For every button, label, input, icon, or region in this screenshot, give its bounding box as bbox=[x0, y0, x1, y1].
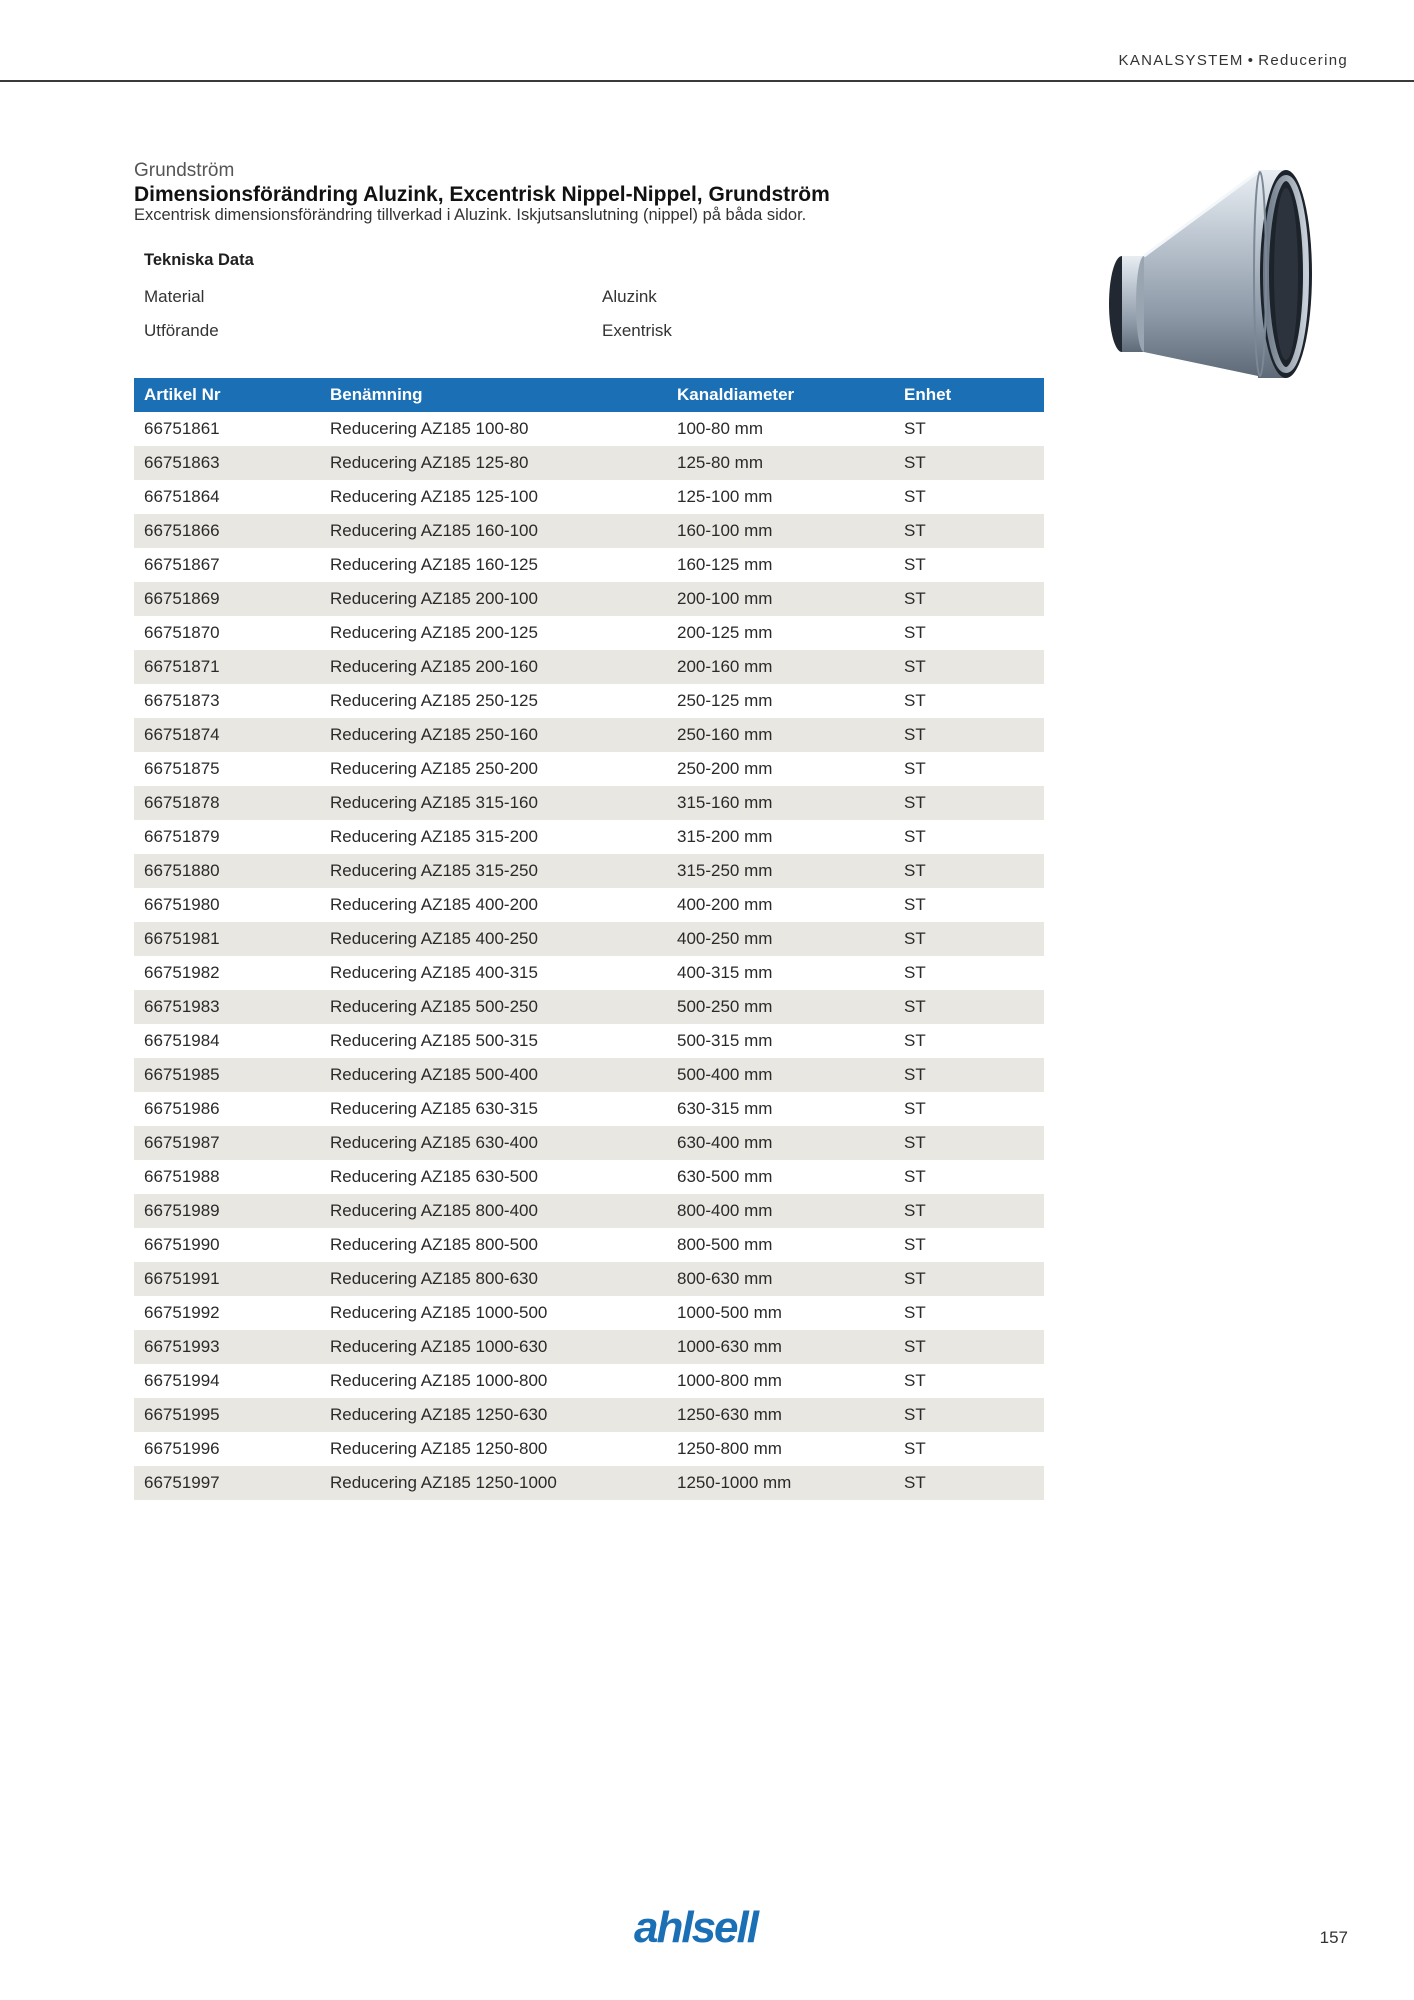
cell-kanaldiameter: 200-125 mm bbox=[677, 623, 773, 642]
cell-kanaldiameter: 400-250 mm bbox=[667, 922, 894, 956]
column-header-kanaldiameter: Kanaldiameter bbox=[667, 378, 894, 412]
table-row bbox=[134, 1466, 1044, 1500]
cell-artikel-nr: 66751997 bbox=[134, 1466, 320, 1500]
technical-data-row bbox=[134, 280, 1044, 314]
cell-benamning: Reducering AZ185 500-250 bbox=[320, 990, 667, 1024]
table-row bbox=[134, 922, 1044, 956]
cell-enhet: ST bbox=[904, 623, 926, 642]
table-row bbox=[134, 548, 1044, 582]
technical-data-heading: Tekniska Data bbox=[144, 251, 254, 269]
table-row bbox=[134, 820, 1044, 854]
cell-benamning: Reducering AZ185 250-200 bbox=[330, 759, 538, 778]
table-row bbox=[134, 752, 1044, 786]
cell-benamning: Reducering AZ185 630-400 bbox=[320, 1126, 667, 1160]
cell-benamning: Reducering AZ185 800-500 bbox=[330, 1235, 538, 1254]
cell-kanaldiameter: 800-500 mm bbox=[677, 1235, 773, 1254]
table-row bbox=[134, 1092, 1044, 1126]
technical-data-key: Material bbox=[144, 287, 205, 306]
cell-kanaldiameter: 800-400 mm bbox=[667, 1194, 894, 1228]
table-row bbox=[134, 1024, 1044, 1058]
cell-kanaldiameter: 400-315 mm bbox=[677, 963, 773, 982]
cell-artikel-nr: 66751863 bbox=[134, 446, 320, 480]
product-table bbox=[134, 378, 1044, 1500]
cell-artikel-nr: 66751861 bbox=[144, 419, 220, 438]
cell-benamning: Reducering AZ185 200-125 bbox=[330, 623, 538, 642]
cell-benamning: Reducering AZ185 630-500 bbox=[330, 1167, 538, 1186]
cell-benamning: Reducering AZ185 315-200 bbox=[330, 827, 538, 846]
product-title: Dimensionsförändring Aluzink, Excentrisk Nippel-Nippel, Grundström bbox=[134, 183, 830, 206]
table-row bbox=[134, 956, 1044, 990]
cell-artikel-nr: 66751988 bbox=[144, 1167, 220, 1186]
cell-benamning: Reducering AZ185 400-200 bbox=[330, 895, 538, 914]
table-row bbox=[134, 786, 1044, 820]
cell-artikel-nr: 66751869 bbox=[134, 582, 320, 616]
cell-artikel-nr: 66751990 bbox=[144, 1235, 220, 1254]
cell-enhet: ST bbox=[904, 1099, 926, 1118]
cell-kanaldiameter: 315-250 mm bbox=[667, 854, 894, 888]
breadcrumb bbox=[1119, 52, 1348, 69]
table-row bbox=[134, 1364, 1044, 1398]
cell-kanaldiameter: 250-200 mm bbox=[677, 759, 773, 778]
cell-enhet: ST bbox=[894, 650, 1044, 684]
header-divider bbox=[0, 80, 1414, 82]
cell-artikel-nr: 66751878 bbox=[134, 786, 320, 820]
cell-benamning: Reducering AZ185 100-80 bbox=[330, 419, 529, 438]
cell-benamning: Reducering AZ185 250-160 bbox=[320, 718, 667, 752]
cell-kanaldiameter: 160-125 mm bbox=[677, 555, 773, 574]
table-row bbox=[134, 616, 1044, 650]
cell-benamning: Reducering AZ185 200-160 bbox=[320, 650, 667, 684]
table-row bbox=[134, 650, 1044, 684]
breadcrumb-separator: • bbox=[1247, 52, 1255, 69]
cell-enhet: ST bbox=[904, 1167, 926, 1186]
cell-enhet: ST bbox=[904, 487, 926, 506]
column-header-artikel-nr: Artikel Nr bbox=[134, 378, 320, 412]
breadcrumb-section: KANALSYSTEM bbox=[1118, 52, 1244, 69]
table-row bbox=[134, 1432, 1044, 1466]
cell-kanaldiameter: 200-100 mm bbox=[667, 582, 894, 616]
cell-enhet: ST bbox=[894, 922, 1044, 956]
cell-artikel-nr: 66751989 bbox=[134, 1194, 320, 1228]
cell-benamning: Reducering AZ185 200-100 bbox=[320, 582, 667, 616]
table-row bbox=[134, 480, 1044, 514]
cell-artikel-nr: 66751985 bbox=[134, 1058, 320, 1092]
cell-benamning: Reducering AZ185 400-315 bbox=[330, 963, 538, 982]
cell-artikel-nr: 66751870 bbox=[144, 623, 220, 642]
cell-enhet: ST bbox=[894, 854, 1044, 888]
cell-artikel-nr: 66751875 bbox=[144, 759, 220, 778]
cell-artikel-nr: 66751879 bbox=[144, 827, 220, 846]
cell-kanaldiameter: 250-125 mm bbox=[677, 691, 773, 710]
cell-artikel-nr: 66751995 bbox=[134, 1398, 320, 1432]
cell-kanaldiameter: 800-630 mm bbox=[667, 1262, 894, 1296]
table-row bbox=[134, 1126, 1044, 1160]
table-row bbox=[134, 1296, 1044, 1330]
cell-kanaldiameter: 1250-630 mm bbox=[667, 1398, 894, 1432]
cell-enhet: ST bbox=[904, 555, 926, 574]
cell-kanaldiameter: 1000-630 mm bbox=[667, 1330, 894, 1364]
cell-enhet: ST bbox=[894, 1398, 1044, 1432]
cell-artikel-nr: 66751871 bbox=[134, 650, 320, 684]
cell-enhet: ST bbox=[894, 1194, 1044, 1228]
cell-benamning: Reducering AZ185 250-125 bbox=[330, 691, 538, 710]
cell-enhet: ST bbox=[904, 1031, 926, 1050]
technical-data-row bbox=[134, 314, 1044, 348]
cell-artikel-nr: 66751992 bbox=[144, 1303, 220, 1322]
cell-enhet: ST bbox=[904, 419, 926, 438]
cell-enhet: ST bbox=[894, 1330, 1044, 1364]
cell-benamning: Reducering AZ185 500-315 bbox=[330, 1031, 538, 1050]
cell-artikel-nr: 66751866 bbox=[134, 514, 320, 548]
cell-benamning: Reducering AZ185 1250-1000 bbox=[320, 1466, 667, 1500]
cell-enhet: ST bbox=[894, 1058, 1044, 1092]
cell-benamning: Reducering AZ185 400-250 bbox=[320, 922, 667, 956]
cell-artikel-nr: 66751984 bbox=[144, 1031, 220, 1050]
cell-benamning: Reducering AZ185 315-250 bbox=[320, 854, 667, 888]
cell-enhet: ST bbox=[904, 895, 926, 914]
column-header-enhet: Enhet bbox=[894, 378, 1044, 412]
technical-data-rows bbox=[134, 280, 1044, 348]
cell-artikel-nr: 66751873 bbox=[144, 691, 220, 710]
cell-kanaldiameter: 315-160 mm bbox=[667, 786, 894, 820]
cell-benamning: Reducering AZ185 160-125 bbox=[330, 555, 538, 574]
table-row bbox=[134, 1058, 1044, 1092]
table-header-row bbox=[134, 378, 1044, 412]
cell-artikel-nr: 66751996 bbox=[144, 1439, 220, 1458]
table-row bbox=[134, 1160, 1044, 1194]
cell-kanaldiameter: 400-200 mm bbox=[677, 895, 773, 914]
cell-kanaldiameter: 200-160 mm bbox=[667, 650, 894, 684]
table-row bbox=[134, 1330, 1044, 1364]
cell-benamning: Reducering AZ185 1000-630 bbox=[320, 1330, 667, 1364]
reducer-duct-icon bbox=[1100, 156, 1320, 396]
cell-artikel-nr: 66751982 bbox=[144, 963, 220, 982]
cell-artikel-nr: 66751867 bbox=[144, 555, 220, 574]
cell-enhet: ST bbox=[904, 1439, 926, 1458]
cell-enhet: ST bbox=[894, 446, 1044, 480]
cell-kanaldiameter: 100-80 mm bbox=[677, 419, 763, 438]
cell-artikel-nr: 66751880 bbox=[134, 854, 320, 888]
table-row bbox=[134, 582, 1044, 616]
cell-enhet: ST bbox=[904, 1235, 926, 1254]
cell-kanaldiameter: 125-100 mm bbox=[677, 487, 773, 506]
cell-benamning: Reducering AZ185 500-400 bbox=[320, 1058, 667, 1092]
cell-kanaldiameter: 1000-800 mm bbox=[677, 1371, 782, 1390]
cell-enhet: ST bbox=[894, 514, 1044, 548]
cell-kanaldiameter: 630-400 mm bbox=[667, 1126, 894, 1160]
table-row bbox=[134, 990, 1044, 1024]
cell-artikel-nr: 66751874 bbox=[134, 718, 320, 752]
table-row bbox=[134, 514, 1044, 548]
cell-kanaldiameter: 315-200 mm bbox=[677, 827, 773, 846]
table-row bbox=[134, 684, 1044, 718]
cell-benamning: Reducering AZ185 1250-800 bbox=[330, 1439, 548, 1458]
cell-benamning: Reducering AZ185 1000-800 bbox=[330, 1371, 548, 1390]
cell-kanaldiameter: 1000-500 mm bbox=[677, 1303, 782, 1322]
breadcrumb-subsection: Reducering bbox=[1258, 52, 1348, 69]
cell-enhet: ST bbox=[894, 582, 1044, 616]
table-row bbox=[134, 888, 1044, 922]
cell-enhet: ST bbox=[894, 1262, 1044, 1296]
cell-enhet: ST bbox=[904, 827, 926, 846]
cell-kanaldiameter: 500-400 mm bbox=[667, 1058, 894, 1092]
cell-benamning: Reducering AZ185 1000-500 bbox=[330, 1303, 548, 1322]
cell-enhet: ST bbox=[904, 759, 926, 778]
cell-artikel-nr: 66751983 bbox=[134, 990, 320, 1024]
ahlsell-logo: ahlsell bbox=[634, 1903, 757, 1952]
cell-benamning: Reducering AZ185 1250-630 bbox=[320, 1398, 667, 1432]
cell-kanaldiameter: 630-500 mm bbox=[677, 1167, 773, 1186]
cell-artikel-nr: 66751980 bbox=[144, 895, 220, 914]
cell-artikel-nr: 66751864 bbox=[144, 487, 220, 506]
product-table-body bbox=[134, 412, 1044, 1500]
cell-kanaldiameter: 1250-1000 mm bbox=[667, 1466, 894, 1500]
cell-artikel-nr: 66751987 bbox=[134, 1126, 320, 1160]
cell-kanaldiameter: 630-315 mm bbox=[677, 1099, 773, 1118]
cell-enhet: ST bbox=[894, 1126, 1044, 1160]
cell-artikel-nr: 66751981 bbox=[134, 922, 320, 956]
cell-enhet: ST bbox=[904, 1303, 926, 1322]
page-number: 157 bbox=[1319, 1928, 1348, 1947]
cell-kanaldiameter: 160-100 mm bbox=[667, 514, 894, 548]
cell-artikel-nr: 66751986 bbox=[144, 1099, 220, 1118]
technical-data-value: Exentrisk bbox=[602, 321, 672, 340]
table-row bbox=[134, 854, 1044, 888]
cell-benamning: Reducering AZ185 800-630 bbox=[320, 1262, 667, 1296]
cell-benamning: Reducering AZ185 315-160 bbox=[320, 786, 667, 820]
cell-enhet: ST bbox=[904, 691, 926, 710]
technical-data-value: Aluzink bbox=[602, 287, 657, 306]
cell-benamning: Reducering AZ185 125-80 bbox=[320, 446, 667, 480]
cell-artikel-nr: 66751993 bbox=[134, 1330, 320, 1364]
cell-enhet: ST bbox=[904, 1371, 926, 1390]
cell-benamning: Reducering AZ185 160-100 bbox=[320, 514, 667, 548]
cell-enhet: ST bbox=[904, 963, 926, 982]
table-row bbox=[134, 1398, 1044, 1432]
column-header-benamning: Benämning bbox=[320, 378, 667, 412]
cell-artikel-nr: 66751991 bbox=[134, 1262, 320, 1296]
cell-enhet: ST bbox=[894, 1466, 1044, 1500]
cell-kanaldiameter: 1250-800 mm bbox=[677, 1439, 782, 1458]
product-brand: Grundström bbox=[134, 160, 235, 181]
product-description: Excentrisk dimensionsförändring tillverkad i Aluzink. Iskjutsanslutning (nippel) på båda sidor. bbox=[134, 206, 807, 224]
table-row bbox=[134, 1262, 1044, 1296]
technical-data-key: Utförande bbox=[144, 321, 219, 340]
table-row bbox=[134, 1194, 1044, 1228]
technical-data bbox=[134, 246, 1044, 348]
cell-benamning: Reducering AZ185 630-315 bbox=[330, 1099, 538, 1118]
cell-benamning: Reducering AZ185 800-400 bbox=[320, 1194, 667, 1228]
cell-enhet: ST bbox=[894, 786, 1044, 820]
cell-benamning: Reducering AZ185 125-100 bbox=[330, 487, 538, 506]
cell-kanaldiameter: 500-315 mm bbox=[677, 1031, 773, 1050]
cell-kanaldiameter: 250-160 mm bbox=[667, 718, 894, 752]
cell-artikel-nr: 66751994 bbox=[144, 1371, 220, 1390]
table-row bbox=[134, 1228, 1044, 1262]
table-row bbox=[134, 718, 1044, 752]
cell-enhet: ST bbox=[894, 990, 1044, 1024]
table-row bbox=[134, 412, 1044, 446]
cell-enhet: ST bbox=[894, 718, 1044, 752]
cell-kanaldiameter: 500-250 mm bbox=[667, 990, 894, 1024]
table-row bbox=[134, 446, 1044, 480]
cell-kanaldiameter: 125-80 mm bbox=[667, 446, 894, 480]
